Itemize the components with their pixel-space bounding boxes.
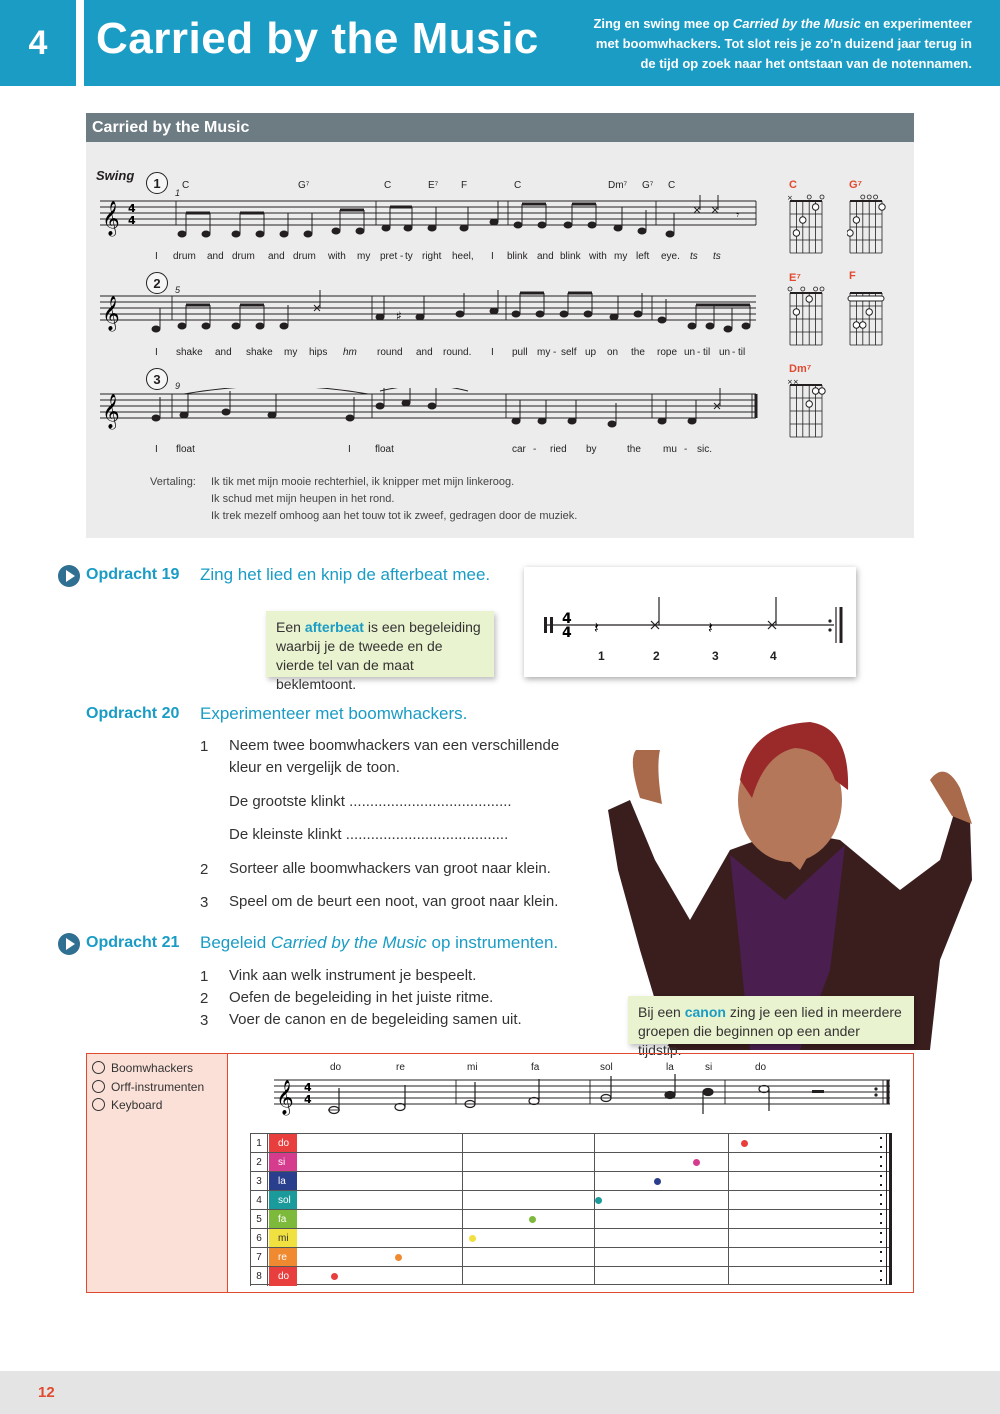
music-staff-3	[96, 388, 760, 448]
lyric: eye.	[661, 251, 680, 262]
note-color-cell: do	[269, 1134, 297, 1153]
lyric: car	[512, 444, 526, 455]
repeat-dots	[880, 1232, 882, 1243]
answer-line[interactable]: .......................................	[345, 826, 509, 843]
lyric: and	[537, 251, 554, 262]
lyric: my	[614, 251, 628, 262]
instrument-option[interactable]: Orff-instrumenten	[92, 1080, 204, 1094]
lyric: with	[328, 251, 346, 262]
lyric: self	[561, 347, 577, 358]
lyric: round	[377, 347, 403, 358]
lyric: rope	[657, 347, 678, 358]
row-number: 3	[250, 1172, 268, 1191]
chord-symbol: G⁷	[642, 180, 654, 191]
lyric: un	[719, 347, 731, 358]
system-number: 1	[146, 172, 168, 194]
opdracht-21-text: Begeleid Carried by the Music op instrumenten.	[200, 933, 559, 952]
lyric: left	[636, 251, 650, 262]
beat-dot	[693, 1159, 700, 1166]
music-staff-1	[96, 195, 760, 255]
svg-text:4: 4	[304, 1093, 312, 1106]
translation-line: Ik tik met mijn mooie rechterhiel, ik knipper met mijn linkeroog.	[211, 476, 515, 488]
beat-dot	[595, 1197, 602, 1204]
lyric: ts	[713, 251, 721, 262]
chord-diagram-c	[787, 193, 827, 255]
opdracht-21-label: Opdracht 21	[86, 934, 180, 951]
svg-text:𝄞: 𝄞	[276, 1080, 294, 1115]
beat-dot	[654, 1178, 661, 1185]
lyric: and	[416, 347, 433, 358]
svg-text:𝄽: 𝄽	[594, 618, 599, 637]
chord-diagram-label: E⁷	[789, 272, 801, 284]
lyric: and	[215, 347, 232, 358]
lyric: hips	[309, 347, 328, 358]
lyric: I	[348, 444, 351, 455]
row-number: 6	[250, 1229, 268, 1248]
answer-line[interactable]: .......................................	[349, 793, 512, 810]
lyric: drum	[232, 251, 255, 262]
chord-diagram-label: Dm⁷	[789, 363, 812, 375]
lyric: ts	[690, 251, 698, 262]
svg-text:4: 4	[304, 1081, 312, 1094]
lyric: I	[155, 444, 158, 455]
step-number: 1	[200, 738, 209, 755]
lyric: with	[589, 251, 607, 262]
chord-diagram-dm7	[787, 377, 827, 439]
svg-text:𝄾: 𝄾	[736, 208, 740, 222]
chord-symbol: F	[461, 180, 468, 191]
instrument-option[interactable]: Boomwhackers	[92, 1061, 193, 1075]
lyric: blink	[560, 251, 581, 262]
opdracht-20-text: Experimenteer met boomwhackers.	[200, 704, 468, 723]
lyric: pull	[512, 347, 528, 358]
lyric: til	[738, 347, 746, 358]
solfege-label: fa	[531, 1062, 540, 1073]
rhythm-notation	[524, 567, 856, 677]
svg-text:𝄞: 𝄞	[102, 201, 120, 236]
lyric: float	[176, 444, 195, 455]
beat-number: 1	[598, 649, 605, 663]
lyric: and	[207, 251, 224, 262]
row-number: 4	[250, 1191, 268, 1210]
step-text: Speel om de beurt een noot, van groot naar klein.	[229, 893, 559, 910]
beat-number: 3	[712, 649, 719, 663]
svg-text:4: 4	[128, 202, 136, 215]
lyric: sic.	[697, 444, 712, 455]
measure-divider	[462, 1133, 463, 1285]
note-color-cell: fa	[269, 1210, 297, 1229]
system-number: 2	[146, 272, 168, 294]
lyric: the	[627, 444, 641, 455]
grid-row	[250, 1266, 892, 1285]
chapter-intro: Zing en swing mee op Carried by the Music en experimenteer met boomwhackers. Tot slot reis je zo’n duizend jaar terug in de tijd op zoek naar het ontstaan van de notennamen.	[593, 16, 972, 71]
song-panel-title: Carried by the Music	[86, 113, 914, 142]
measure-number: 5	[175, 285, 181, 295]
solfege-label: do	[330, 1062, 342, 1073]
chord-symbol: C	[668, 180, 676, 191]
svg-text:4: 4	[562, 611, 572, 627]
lyric: -	[400, 251, 404, 262]
lyric: float	[375, 444, 394, 455]
chord-symbol: C	[182, 180, 190, 191]
chord-diagram-label: C	[789, 179, 797, 191]
lyric: by	[586, 444, 597, 455]
row-number: 8	[250, 1267, 268, 1286]
lyric: the	[631, 347, 645, 358]
repeat-dots	[880, 1194, 882, 1205]
grid-row	[250, 1133, 892, 1152]
row-number: 1	[250, 1134, 268, 1153]
music-staff-2	[96, 290, 760, 350]
grid-row	[250, 1152, 892, 1171]
chord-diagram-f	[847, 285, 887, 347]
play-audio-icon[interactable]	[58, 565, 80, 587]
svg-text:××: ××	[787, 378, 799, 386]
step-number: 1	[200, 968, 209, 985]
step-text: Vink aan welk instrument je bespeelt.	[229, 967, 477, 984]
row-number: 2	[250, 1153, 268, 1172]
measure-divider	[728, 1133, 729, 1285]
lyric: I	[491, 251, 494, 262]
grid-row	[250, 1209, 892, 1228]
grid-row	[250, 1190, 892, 1209]
chord-symbol: G⁷	[298, 180, 310, 191]
radio-circle[interactable]	[92, 1098, 105, 1111]
measure-divider	[594, 1133, 595, 1285]
lyric: on	[607, 347, 619, 358]
step-text: Sorteer alle boomwhackers van groot naar klein.	[229, 860, 551, 877]
svg-text:×: ×	[787, 194, 793, 202]
note-color-cell: mi	[269, 1229, 297, 1248]
lyric: and	[268, 251, 285, 262]
instrument-option[interactable]: Keyboard	[92, 1098, 162, 1112]
lyric: shake	[176, 347, 203, 358]
solfege-label: sol	[600, 1062, 613, 1073]
play-audio-icon[interactable]	[58, 933, 80, 955]
note-color-cell: do	[269, 1267, 297, 1286]
canon-note: Bij een canon zing je een lied in meerdere groepen die beginnen op een ander tijdstip.	[628, 996, 914, 1044]
repeat-dots	[880, 1137, 882, 1148]
repeat-barline	[886, 1133, 887, 1285]
translation-line: Ik trek mezelf omhoog aan het touw tot ik zweef, gedragen door de muziek.	[211, 510, 578, 522]
step-text: Oefen de begeleiding in het juiste ritme.	[229, 989, 494, 1006]
step-text: Neem twee boomwhackers van een verschillende kleur en vergelijk de toon.	[229, 737, 560, 776]
beat-dot	[331, 1273, 338, 1280]
opdracht-19-label: Opdracht 19	[86, 566, 180, 583]
grid-row	[250, 1247, 892, 1266]
lyric: un	[684, 347, 696, 358]
translation-line: Ik schud met mijn heupen in het rond.	[211, 493, 395, 505]
fill-in-largest: De grootste klinkt .......................................	[229, 793, 512, 810]
note-color-cell: si	[269, 1153, 297, 1172]
note-color-cell: la	[269, 1172, 297, 1191]
beat-dot	[741, 1140, 748, 1147]
lyric: up	[585, 347, 597, 358]
chord-diagram-g7	[847, 193, 887, 255]
grid-row	[250, 1228, 892, 1247]
page-footer	[0, 1371, 1000, 1414]
lyric: pret	[380, 251, 398, 262]
system-number: 3	[146, 368, 168, 390]
lyric: ty	[405, 251, 413, 262]
row-number: 7	[250, 1248, 268, 1267]
repeat-dots	[880, 1213, 882, 1224]
lyric: -	[684, 444, 688, 455]
beat-number: 4	[770, 649, 777, 663]
opdracht-20-label: Opdracht 20	[86, 705, 180, 722]
radio-circle[interactable]	[92, 1061, 105, 1074]
chord-diagram-label: F	[849, 270, 856, 282]
lyric: my	[537, 347, 551, 358]
step-number: 2	[200, 990, 209, 1007]
row-number: 5	[250, 1210, 268, 1229]
measure-number: 9	[175, 381, 181, 391]
opdracht-19-text: Zing het lied en knip de afterbeat mee.	[200, 565, 491, 584]
chord-diagram-e7	[787, 285, 827, 347]
measure-number: 1	[175, 188, 181, 198]
lyric: -	[553, 347, 557, 358]
repeat-dots	[880, 1156, 882, 1167]
chord-symbol: C	[384, 180, 392, 191]
afterbeat-note: Een afterbeat is een begeleiding waarbij je de tweede en de vierde tel van de maat beklemtoont.	[266, 611, 494, 677]
solfege-label: la	[666, 1062, 674, 1073]
lyric: my	[357, 251, 371, 262]
lyric: I	[155, 251, 158, 262]
repeat-dots	[880, 1270, 882, 1281]
lyric: blink	[507, 251, 528, 262]
chapter-number: 4	[0, 0, 76, 86]
step-number: 2	[200, 861, 209, 878]
lyric: drum	[293, 251, 316, 262]
lyric: hm	[343, 347, 357, 358]
lyric: heel,	[452, 251, 474, 262]
page-number: 12	[38, 1384, 55, 1401]
lyric: my	[284, 347, 298, 358]
lyric: I	[491, 347, 494, 358]
radio-circle[interactable]	[92, 1080, 105, 1093]
repeat-barline	[889, 1133, 892, 1285]
chord-symbol: C	[514, 180, 522, 191]
svg-text:𝄞: 𝄞	[102, 394, 120, 429]
lyric: right	[422, 251, 442, 262]
lyric: shake	[246, 347, 273, 358]
lyric: -	[697, 347, 701, 358]
lyric: mu	[663, 444, 677, 455]
svg-text:4: 4	[128, 214, 136, 227]
lyric: ried	[550, 444, 567, 455]
step-text: Voer de canon en de begeleiding samen uit.	[229, 1011, 522, 1028]
tempo-marking: Swing	[96, 168, 135, 183]
lyric: I	[155, 347, 158, 358]
lyric: round.	[443, 347, 472, 358]
step-number: 3	[200, 894, 209, 911]
fill-in-smallest: De kleinste klinkt .......................................	[229, 826, 509, 843]
svg-text:♯: ♯	[396, 309, 402, 323]
svg-text:𝄞: 𝄞	[102, 296, 120, 331]
repeat-dots	[880, 1175, 882, 1186]
translation-label: Vertaling:	[150, 476, 196, 488]
beat-dot	[469, 1235, 476, 1242]
beat-dot	[395, 1254, 402, 1261]
svg-text:𝄽: 𝄽	[708, 618, 713, 637]
chord-symbol: E⁷	[428, 180, 439, 191]
note-color-cell: sol	[269, 1191, 297, 1210]
repeat-dots	[880, 1251, 882, 1262]
chord-diagram-label: G⁷	[849, 179, 863, 191]
scale-staff	[270, 1074, 900, 1124]
svg-text:4: 4	[562, 625, 572, 641]
beat-number: 2	[653, 649, 660, 663]
solfege-label: si	[705, 1062, 713, 1073]
step-number: 3	[200, 1012, 209, 1029]
lyric: -	[533, 444, 537, 455]
page-title: Carried by the Music	[96, 14, 539, 63]
lyric: -	[732, 347, 736, 358]
solfege-label: do	[755, 1062, 767, 1073]
note-color-cell: re	[269, 1248, 297, 1267]
lyric: til	[703, 347, 711, 358]
boomwhacker-grid	[250, 1133, 892, 1285]
lyric: drum	[173, 251, 196, 262]
grid-row	[250, 1171, 892, 1190]
afterbeat-rhythm-figure	[524, 567, 856, 677]
solfege-label: re	[396, 1062, 405, 1073]
beat-dot	[529, 1216, 536, 1223]
solfege-label: mi	[467, 1062, 478, 1073]
chord-symbol: Dm⁷	[608, 180, 628, 191]
